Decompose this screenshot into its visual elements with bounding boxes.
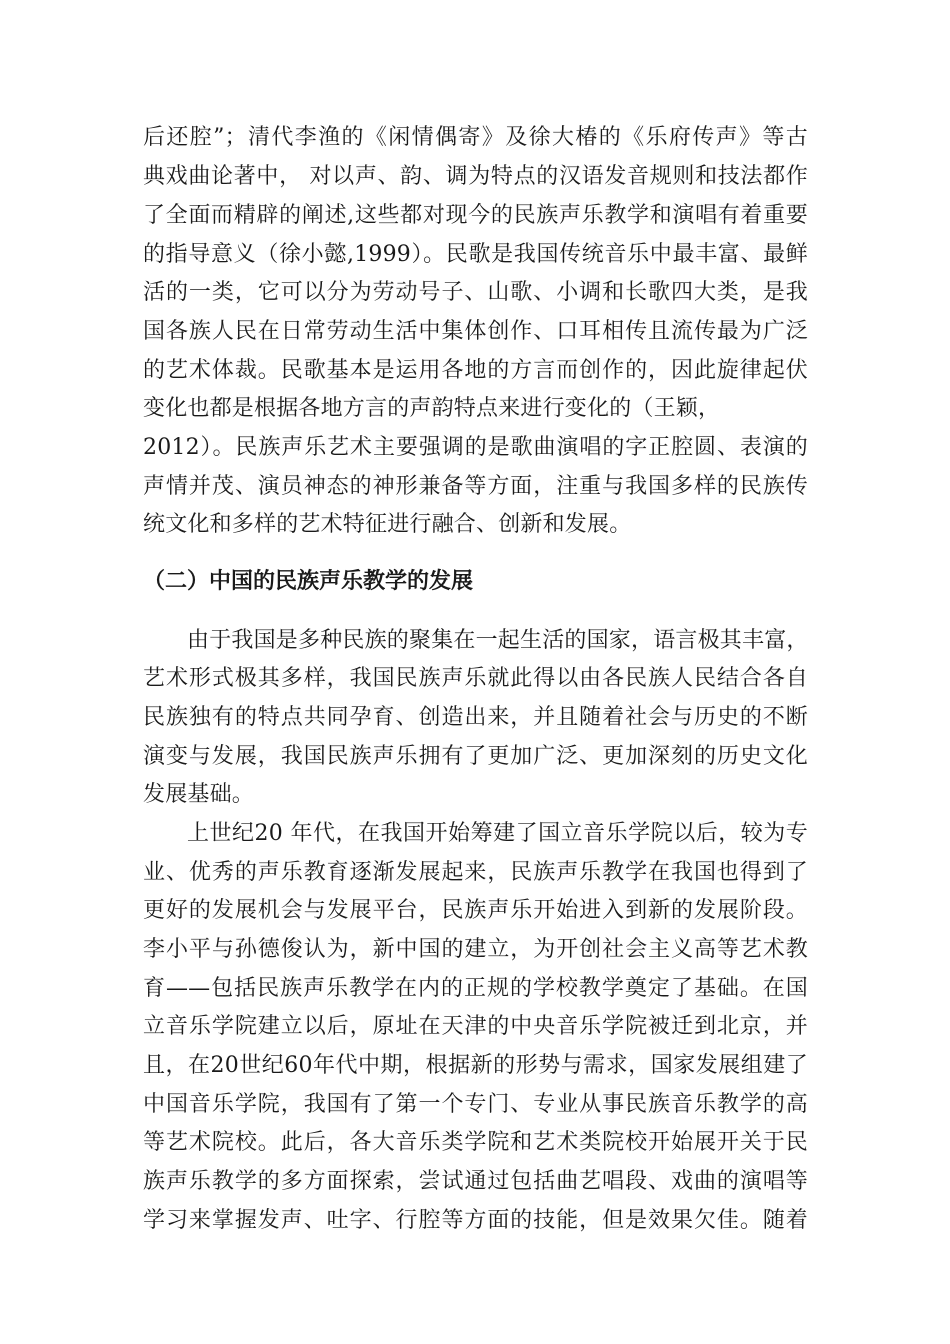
text-line: 的指导意义（徐小懿,1999）。民歌是我国传统音乐中最丰富、最鲜 [143, 242, 808, 267]
text-line: 2012）。民族声乐艺术主要强调的是歌曲演唱的字正腔圆、表演的 [143, 435, 808, 460]
text-line: 民族独有的特点共同孕育、创造出来，并且随着社会与历史的不断 [143, 705, 808, 730]
text-line: 演变与发展，我国民族声乐拥有了更加广泛、更加深刻的历史文化 [143, 744, 808, 769]
text-line: 发展基础。 [143, 782, 255, 807]
text-line: 族声乐教学的多方面探索，尝试通过包括曲艺唱段、戏曲的演唱等 [143, 1169, 808, 1194]
text-line: 后还腔”；清代李渔的《闲情偶寄》及徐大椿的《乐府传声》等古 [143, 125, 808, 150]
text-line: 统文化和多样的艺术特征进行融合、创新和发展。 [143, 512, 632, 537]
text-line: 艺术形式极其多样，我国民族声乐就此得以由各民族人民结合各自 [143, 666, 808, 691]
section-heading: （二）中国的民族声乐教学的发展 [143, 569, 474, 594]
text-line: 等艺术院校。此后，各大音乐类学院和艺术类院校开始展开关于民 [143, 1130, 808, 1155]
text-line: 更好的发展机会与发展平台，民族声乐开始进入到新的发展阶段。 [143, 898, 808, 923]
text-line: 由于我国是多种民族的聚集在一起生活的国家，语言极其丰富， [187, 628, 809, 653]
text-line: 活的一类，它可以分为劳动号子、山歌、小调和长歌四大类，是我 [143, 280, 808, 305]
text-line: 上世纪20 年代，在我国开始筹建了国立音乐学院以后，较为专 [187, 821, 808, 846]
text-line: 育——包括民族声乐教学在内的正规的学校教学奠定了基础。在国 [143, 976, 808, 1001]
text-line: 国各族人民在日常劳动生活中集体创作、口耳相传且流传最为广泛 [143, 319, 808, 344]
text-line: 李小平与孙德俊认为，新中国的建立，为开创社会主义高等艺术教 [143, 937, 808, 962]
text-line: 学习来掌握发声、吐字、行腔等方面的技能，但是效果欠佳。随着 [143, 1208, 808, 1233]
text-line: 变化也都是根据各地方言的声韵特点来进行变化的（王颖， [143, 396, 721, 421]
text-line: 的艺术体裁。民歌基本是运用各地的方言而创作的，因此旋律起伏 [143, 358, 808, 383]
text-line: 典戏曲论著中， 对以声、韵、调为特点的汉语发音规则和技法都作 [143, 164, 808, 189]
text-line: 业、优秀的声乐教育逐渐发展起来，民族声乐教学在我国也得到了 [143, 860, 808, 885]
text-line: 立音乐学院建立以后，原址在天津的中央音乐学院被迁到北京，并 [143, 1014, 808, 1039]
text-line: 声情并茂、演员神态的神形兼备等方面，注重与我国多样的民族传 [143, 474, 808, 499]
text-line: 中国音乐学院，我国有了第一个专门、专业从事民族音乐教学的高 [143, 1092, 808, 1117]
text-line: 且，在20世纪60年代中期，根据新的形势与需求，国家发展组建了 [143, 1053, 808, 1078]
text-line: 了全面而精辟的阐述,这些都对现今的民族声乐教学和演唱有着重要 [143, 203, 808, 228]
